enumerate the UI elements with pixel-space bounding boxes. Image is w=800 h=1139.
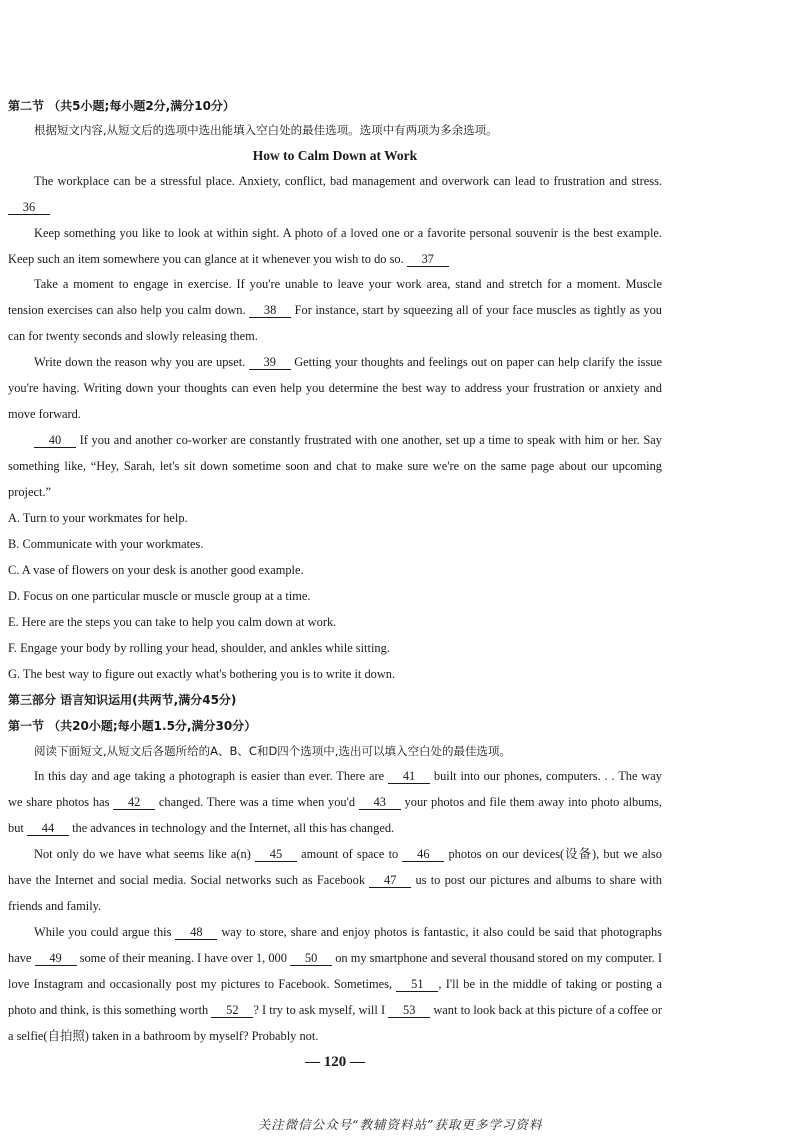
paragraph-text: want to look back at this picture of a coffee or a selfie(自拍照) taken in a bathroom by myself? Probably not.	[8, 1002, 662, 1043]
blank-53: 53	[388, 1003, 430, 1018]
passage-paragraph-4	[8, 350, 662, 428]
part3-section1-heading: 第一节 （共20小题;每小题1.5分,满分30分）	[8, 719, 257, 733]
paragraph-text: some of their meaning. I have over 1, 000	[79, 950, 287, 965]
option-g: G. The best way to figure out exactly what's bothering you is to write it down.	[8, 667, 396, 681]
paragraph-text: built into our phones, computers. . . The way we share photos has	[8, 769, 662, 809]
blank-36: 36	[8, 200, 50, 215]
option-e: E. Here are the steps you can take to help you calm down at work.	[8, 615, 337, 629]
paragraph-text: on my smartphone and several thousand stored on my computer. I love Instagram and occasionally post my pictures to Facebook. Sometimes,	[8, 950, 662, 991]
blank-41: 41	[388, 769, 430, 784]
cloze-paragraph-2	[8, 842, 662, 920]
option-c: C. A vase of flowers on your desk is another good example.	[8, 563, 304, 577]
blank-46: 46	[402, 847, 444, 862]
blank-49: 49	[35, 951, 77, 966]
blank-38: 38	[249, 303, 291, 318]
blank-42: 42	[113, 795, 155, 810]
blank-45: 45	[255, 847, 297, 862]
paragraph-text: Getting your thoughts and feelings out on paper can help clarify the issue you're having. Writing down your thoughts can even help you determine the best way to address your frustration or anxiety and move forward.	[8, 355, 662, 421]
part3-heading: 第三部分 语言知识运用(共两节,满分45分)	[8, 693, 237, 707]
cloze-paragraph-3	[8, 920, 662, 1050]
blank-51: 51	[396, 977, 438, 992]
footer-watermark: 关注微信公众号“教辅资料站”获取更多学习资料	[257, 1117, 543, 1132]
paragraph-text: While you could argue this	[34, 925, 172, 939]
option-b: B. Communicate with your workmates.	[8, 537, 204, 551]
paragraph-text: way to store, share and enjoy photos is fantastic, it also could be said that photographs have	[8, 925, 662, 965]
option-f: F. Engage your body by rolling your head, shoulder, and ankles while sitting.	[8, 641, 390, 655]
blank-37: 37	[407, 252, 449, 267]
paragraph-text: us to post our pictures and albums to share with friends and family.	[8, 872, 663, 913]
blank-50: 50	[290, 951, 332, 966]
paragraph-text: amount of space to	[301, 847, 399, 861]
paragraph-text: If you and another co-worker are constantly frustrated with one another, set up a time to speak with him or her. Say something like, “Hey, Sarah, let's sit down sometime soon and chat to make sure we're on the same page about our upcoming project.”	[8, 433, 662, 499]
blank-39: 39	[249, 355, 291, 370]
passage-paragraph-3	[8, 272, 662, 350]
paragraph-text: For instance, start by squeezing all of your face muscles as tightly as you can for twenty seconds and slowly releasing them.	[8, 302, 662, 343]
part3-instruction: 阅读下面短文,从短文后各题所给的A、B、C和D四个选项中,选出可以填入空白处的最佳选项。	[34, 744, 511, 758]
passage-title: How to Calm Down at Work	[252, 148, 418, 163]
blank-47: 47	[369, 873, 411, 888]
passage-paragraph-5	[8, 428, 662, 506]
paragraph-text: , I'll be in the middle of taking or posting a photo and think, is this something worth	[8, 976, 663, 1017]
paragraph-text: changed. There was a time when you'd	[158, 794, 356, 809]
blank-43: 43	[359, 795, 401, 810]
paragraph-text: your photos and file them away into photo albums, but	[8, 794, 662, 835]
blank-52: 52	[211, 1003, 253, 1018]
paragraph-text: Take a moment to engage in exercise. If you're unable to leave your work area, stand and stretch for a moment. Muscle tension exercises can also help you calm down.	[8, 277, 662, 317]
section2-heading: 第二节 （共5小题;每小题2分,满分10分）	[8, 99, 235, 113]
paragraph-text: ? I try to ask myself, will I	[253, 1002, 386, 1017]
option-d: D. Focus on one particular muscle or muscle group at a time.	[8, 589, 311, 603]
paragraph-text: The workplace can be a stressful place. Anxiety, conflict, bad management and overwork can lead to frustration and stress.	[34, 174, 662, 188]
cloze-paragraph-1	[8, 764, 662, 842]
passage-paragraph-2	[8, 221, 662, 273]
blank-40: 40	[34, 433, 76, 448]
paragraph-text: the advances in technology and the Internet, all this has changed.	[72, 820, 395, 835]
section2-instruction: 根据短文内容,从短文后的选项中选出能填入空白处的最佳选项。选项中有两项为多余选项。	[34, 123, 498, 137]
paragraph-text: Not only do we have what seems like a(n)	[34, 847, 251, 861]
paragraph-text: photos on our devices(设备), but we also have the Internet and social media. Social networks such as Facebook	[8, 847, 662, 887]
paragraph-text: Write down the reason why you are upset.	[34, 355, 246, 369]
blank-44: 44	[27, 821, 69, 836]
paragraph-text: Keep something you like to look at within sight. A photo of a loved one or a favorite personal souvenir is the best example. Keep such an item somewhere you can glance at it whenever you wish to do so.	[8, 226, 662, 266]
page-number: — 120 —	[305, 1054, 365, 1070]
paragraph-text: In this day and age taking a photograph is easier than ever. There are	[34, 769, 385, 783]
passage-paragraph-1	[8, 169, 662, 221]
option-a: A. Turn to your workmates for help.	[8, 511, 188, 525]
blank-48: 48	[175, 925, 217, 940]
